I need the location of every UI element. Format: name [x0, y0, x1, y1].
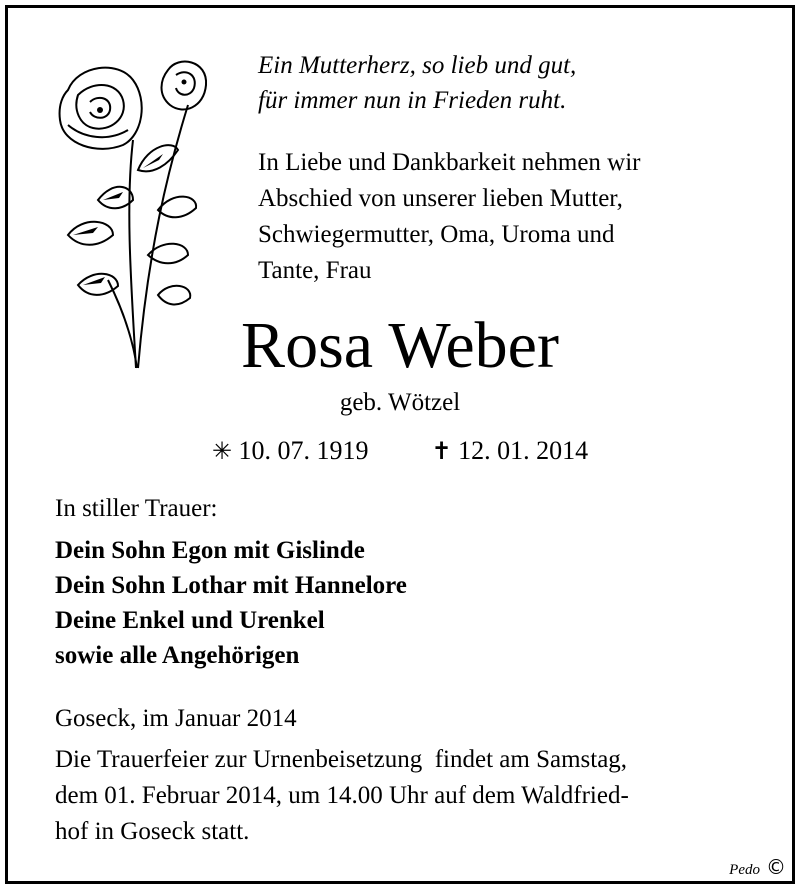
birth-star-icon: ✳ — [211, 437, 232, 465]
deceased-name: Rosa Weber — [241, 309, 559, 382]
mourner-entry: Deine Enkel und Urenkel — [55, 607, 325, 634]
intro-line: Abschied von unserer lieben Mutter, — [258, 185, 623, 212]
mourner-entry: Dein Sohn Egon mit Gislinde — [55, 537, 365, 564]
poem-line: Ein Mutterherz, so lieb und gut, — [258, 52, 577, 79]
place-date: Goseck, im Januar 2014 — [55, 705, 297, 732]
intro-line: Schwiegermutter, Oma, Uroma und — [258, 221, 615, 248]
designer-signature: Pedo — [729, 862, 760, 878]
life-dates — [0, 433, 800, 469]
death-cross-icon: ✝ — [431, 437, 452, 465]
funeral-line: Die Trauerfeier zur Urnenbeisetzung findet am Samstag, — [55, 746, 628, 773]
funeral-line: hof in Goseck statt. — [55, 818, 250, 845]
copyright-icon: © — [766, 855, 786, 879]
intro-text — [258, 145, 641, 289]
mourners-heading: In stiller Trauer: — [55, 495, 218, 522]
intro-line: In Liebe und Dankbarkeit nehmen wir — [258, 149, 641, 176]
funeral-line: dem 01. Februar 2014, um 14.00 Uhr auf dem Waldfried- — [55, 782, 629, 809]
mourner-entry: sowie alle Angehörigen — [55, 642, 300, 669]
mourner-entry: Dein Sohn Lothar mit Hannelore — [55, 572, 407, 599]
intro-line: Tante, Frau — [258, 257, 372, 284]
death-date: 12. 01. 2014 — [458, 436, 589, 465]
poem-line: für immer nun in Frieden ruht. — [258, 87, 567, 114]
poem — [258, 48, 576, 118]
birth-date: 10. 07. 1919 — [238, 436, 369, 465]
funeral-info — [55, 742, 755, 850]
mourners-list — [55, 533, 407, 673]
maiden-name: geb. Wötzel — [339, 389, 461, 416]
